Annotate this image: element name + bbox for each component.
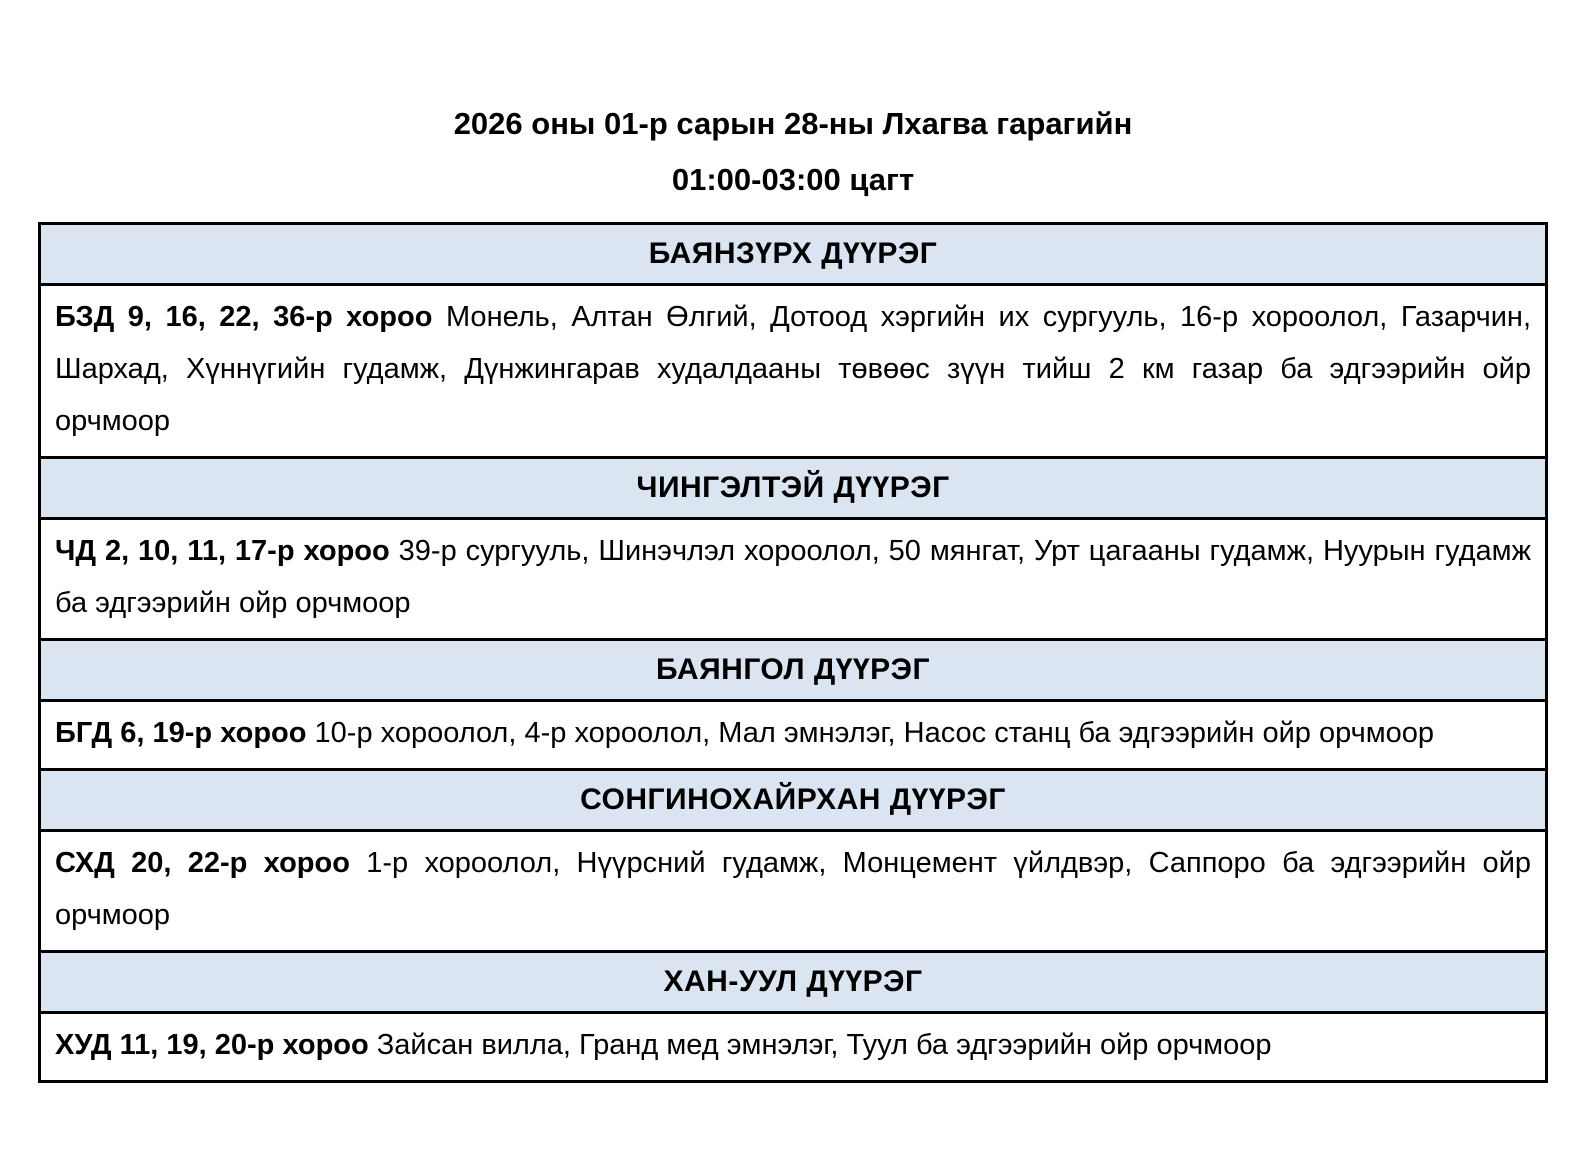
district-row: [41, 520, 1545, 641]
district-header: БАЯНЗҮРХ ДҮҮРЭГ: [41, 225, 1545, 286]
area-list: 10-р хороолол, 4-р хороолол, Мал эмнэлэг, Насос станц ба эдгээрийн ойр орчмоор: [314, 717, 1435, 749]
district-row: [41, 702, 1545, 771]
khoroo-label: СХД 20, 22-р хороо: [55, 847, 350, 879]
area-list: 1-р хороолол, Нүүрсний гудамж, Монцемент үйлдвэр, Саппоро ба эдгээрийн ойр орчмоор: [55, 847, 1532, 931]
district-section-bayanzurkh: [41, 225, 1545, 459]
schedule-time-title: 01:00-03:00 цагт: [671, 162, 915, 197]
district-header: ЧИНГЭЛТЭЙ ДҮҮРЭГ: [41, 459, 1545, 520]
district-section-bayangol: [41, 641, 1545, 771]
khoroo-label: ЧД 2, 10, 11, 17-р хороо: [55, 535, 390, 567]
district-header: ХАН-УУЛ ДҮҮРЭГ: [41, 953, 1545, 1014]
area-list: Зайсан вилла, Гранд мед эмнэлэг, Туул ба эдгээрийн ойр орчмоор: [376, 1029, 1272, 1061]
schedule-date-title: 2026 оны 01-р сарын 28-ны Лхагва гарагийн: [453, 106, 1133, 141]
khoroo-label: БЗД 9, 16, 22, 36-р хороо: [55, 301, 433, 333]
district-section-khan-uul: [41, 953, 1545, 1080]
district-section-chingeltei: [41, 459, 1545, 641]
district-row: [41, 286, 1545, 459]
area-list: Монель, Алтан Өлгий, Дотоод хэргийн их сургууль, 16-р хороолол, Газарчин, Шархад, Хүннүгийн гудамж, Дүнжингарав худалдааны төвөөс зүүн тийш 2 км газар ба эдгээрийн ойр орчмоор: [55, 301, 1532, 437]
district-row: [41, 832, 1545, 953]
district-section-songinokhairkhan: [41, 771, 1545, 953]
area-list: 39-р сургууль, Шинэчлэл хороолол, 50 мянгат, Урт цагааны гудамж, Нуурын гудамж ба эдгээрийн ойр орчмоор: [55, 535, 1531, 619]
district-header: БАЯНГОЛ ДҮҮРЭГ: [41, 641, 1545, 702]
khoroo-label: ХУД 11, 19, 20-р хороо: [55, 1029, 369, 1061]
title-block: [0, 106, 1586, 198]
district-row: [41, 1014, 1545, 1080]
khoroo-label: БГД 6, 19-р хороо: [55, 717, 307, 749]
outage-schedule-table: [38, 222, 1548, 1083]
district-header: СОНГИНОХАЙРХАН ДҮҮРЭГ: [41, 771, 1545, 832]
